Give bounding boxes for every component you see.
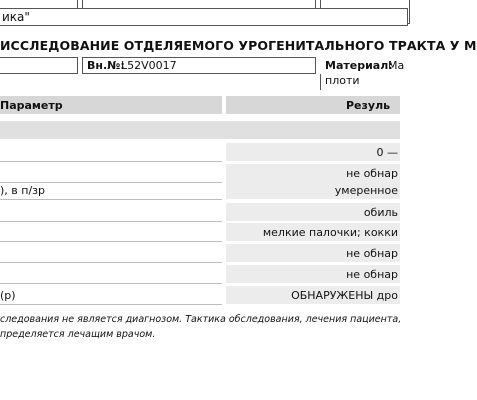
column-header-parameter: Параметр <box>0 99 63 112</box>
disclaimer-line-2: пределяется лечащим врачом. <box>0 329 156 340</box>
table-row <box>0 181 400 199</box>
column-header-result: Резуль <box>346 99 391 112</box>
table-row <box>0 286 400 304</box>
clinic-name-fragment: ика" <box>2 10 30 24</box>
result-cell: не обнар <box>346 247 398 260</box>
table-header <box>0 96 400 114</box>
material-label: Материал: <box>325 59 393 72</box>
sample-id-label: Вн.№: <box>87 59 125 72</box>
section-band <box>0 121 400 139</box>
table-row <box>0 164 400 182</box>
parameter-cell: ), в п/зр <box>0 184 45 197</box>
table-row <box>0 265 400 283</box>
table-row <box>0 203 400 221</box>
result-cell: 0 — <box>376 146 398 159</box>
table-row <box>0 143 400 161</box>
result-cell: не обнар <box>346 167 398 180</box>
material-value: Ма <box>388 59 405 72</box>
disclaimer-line-1: следования не является диагнозом. Тактика обследования, лечения пациента, <box>0 314 402 325</box>
result-cell: умеренное <box>334 184 398 197</box>
parameter-cell: (р) <box>0 289 16 302</box>
table-row <box>0 223 400 241</box>
report-title: ИССЛЕДОВАНИЕ ОТДЕЛЯЕМОГО УРОГЕНИТАЛЬНОГО ТРАКТА У М <box>0 38 477 53</box>
result-cell: не обнар <box>346 268 398 281</box>
table-row <box>0 244 400 262</box>
result-cell: обиль <box>363 206 398 219</box>
result-cell: ОБНАРУЖЕНЫ дро <box>291 289 398 302</box>
sample-id-value: L52V0017 <box>121 59 177 72</box>
patient-field <box>0 57 78 74</box>
material-value-line2: плоти <box>325 74 360 87</box>
clinic-fragment-box <box>0 8 408 26</box>
result-cell: мелкие палочки; кокки <box>262 226 398 239</box>
